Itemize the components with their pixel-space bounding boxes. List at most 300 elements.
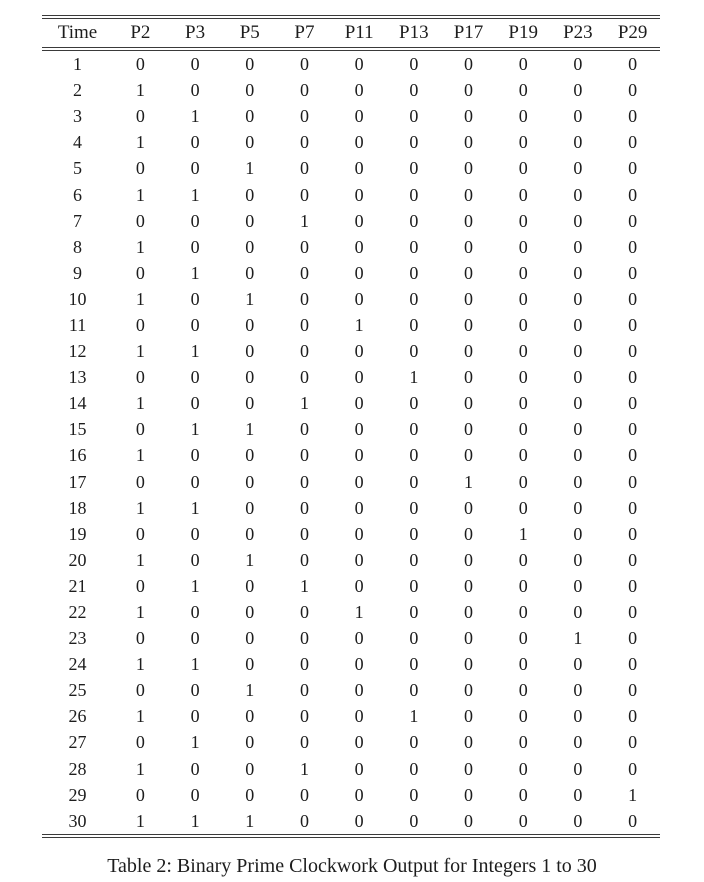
value-cell: 0 <box>245 132 255 153</box>
value-cell: 1 <box>190 497 200 518</box>
value-cell: 0 <box>190 210 200 231</box>
value-cell: 0 <box>245 393 255 414</box>
value-cell: 0 <box>135 471 145 492</box>
table-row <box>42 208 660 234</box>
value-cell: 0 <box>190 602 200 623</box>
table-row <box>42 729 660 755</box>
value-cell: 0 <box>573 236 583 257</box>
value-cell: 0 <box>573 654 583 675</box>
value-cell: 0 <box>299 471 309 492</box>
value-cell: 0 <box>464 758 474 779</box>
value-cell: 0 <box>464 288 474 309</box>
value-cell: 0 <box>573 784 583 805</box>
value-cell: 0 <box>245 497 255 518</box>
table-row <box>42 521 660 547</box>
value-cell: 0 <box>628 549 638 570</box>
value-cell: 0 <box>464 158 474 179</box>
value-cell: 0 <box>354 497 364 518</box>
value-cell: 1 <box>135 445 145 466</box>
value-cell: 1 <box>190 262 200 283</box>
value-cell: 0 <box>299 288 309 309</box>
value-cell: 0 <box>573 80 583 101</box>
value-cell: 1 <box>245 158 255 179</box>
table-row <box>42 677 660 703</box>
value-cell: 1 <box>135 497 145 518</box>
value-cell: 0 <box>245 210 255 231</box>
table-row <box>42 573 660 599</box>
value-cell: 0 <box>299 236 309 257</box>
table-row <box>42 155 660 181</box>
value-cell: 0 <box>135 367 145 388</box>
value-cell: 0 <box>464 132 474 153</box>
value-cell: 0 <box>518 210 528 231</box>
value-cell: 0 <box>464 523 474 544</box>
value-cell: 0 <box>409 210 419 231</box>
time-cell: 8 <box>73 236 83 257</box>
time-cell: 30 <box>42 808 113 836</box>
value-cell: 0 <box>464 54 474 75</box>
value-cell: 0 <box>628 341 638 362</box>
time-cell: 10 <box>68 288 87 309</box>
column-header: P23 <box>551 17 606 49</box>
value-cell: 0 <box>518 497 528 518</box>
value-cell: 0 <box>245 236 255 257</box>
time-cell: 7 <box>73 210 83 231</box>
value-cell: 0 <box>518 158 528 179</box>
value-cell: 0 <box>245 54 255 75</box>
time-cell: 29 <box>68 784 87 805</box>
value-cell: 0 <box>354 210 364 231</box>
value-cell: 0 <box>464 341 474 362</box>
value-cell: 1 <box>190 732 200 753</box>
value-cell: 0 <box>409 680 419 701</box>
value-cell: 0 <box>354 445 364 466</box>
value-cell: 0 <box>190 523 200 544</box>
value-cell: 0 <box>299 54 309 75</box>
value-cell: 0 <box>628 445 638 466</box>
value-cell: 1 <box>245 680 255 701</box>
table-row <box>42 808 660 836</box>
value-cell: 0 <box>299 497 309 518</box>
value-cell: 1 <box>299 758 309 779</box>
value-cell: 0 <box>354 575 364 596</box>
value-cell: 0 <box>245 758 255 779</box>
value-cell: 0 <box>299 80 309 101</box>
time-cell: 28 <box>68 758 87 779</box>
value-cell: 0 <box>245 602 255 623</box>
value-cell: 0 <box>518 784 528 805</box>
value-cell: 0 <box>409 445 419 466</box>
column-header: P2 <box>113 17 168 49</box>
value-cell: 0 <box>518 132 528 153</box>
value-cell: 0 <box>190 471 200 492</box>
value-cell: 0 <box>464 732 474 753</box>
value-cell: 0 <box>299 132 309 153</box>
value-cell: 0 <box>354 628 364 649</box>
value-cell: 0 <box>464 367 474 388</box>
time-cell: 23 <box>68 628 87 649</box>
value-cell: 0 <box>518 445 528 466</box>
value-cell: 0 <box>518 393 528 414</box>
value-cell: 0 <box>628 288 638 309</box>
value-cell: 0 <box>628 367 638 388</box>
value-cell: 0 <box>354 106 364 127</box>
value-cell: 0 <box>245 106 255 127</box>
value-cell: 0 <box>409 158 419 179</box>
table-row <box>42 49 660 77</box>
value-cell: 0 <box>299 628 309 649</box>
value-cell: 0 <box>135 419 145 440</box>
value-cell: 0 <box>573 680 583 701</box>
value-cell: 1 <box>135 758 145 779</box>
value-cell: 0 <box>409 523 419 544</box>
time-cell: 22 <box>68 602 87 623</box>
time-cell: 1 <box>73 54 83 75</box>
value-cell: 0 <box>409 471 419 492</box>
time-cell: 15 <box>68 419 87 440</box>
value-cell: 0 <box>628 262 638 283</box>
value-cell: 0 <box>573 288 583 309</box>
time-cell: 25 <box>68 680 87 701</box>
table-row <box>42 312 660 338</box>
value-cell: 0 <box>299 523 309 544</box>
time-cell: 13 <box>68 367 87 388</box>
value-cell: 0 <box>409 758 419 779</box>
value-cell: 0 <box>409 602 419 623</box>
value-cell: 0 <box>409 784 419 805</box>
value-cell: 0 <box>409 314 419 335</box>
value-cell: 0 <box>190 706 200 727</box>
value-cell: 0 <box>409 184 419 205</box>
time-cell: 27 <box>68 732 87 753</box>
value-cell: 0 <box>573 523 583 544</box>
value-cell: 0 <box>354 80 364 101</box>
column-header: P11 <box>332 17 387 49</box>
value-cell: 0 <box>354 158 364 179</box>
value-cell: 0 <box>628 732 638 753</box>
value-cell: 0 <box>628 106 638 127</box>
column-header: P7 <box>277 17 332 49</box>
value-cell: 0 <box>573 471 583 492</box>
value-cell: 0 <box>409 393 419 414</box>
value-cell: 1 <box>190 419 200 440</box>
value-cell: 0 <box>299 732 309 753</box>
value-cell: 0 <box>135 106 145 127</box>
value-cell: 1 <box>135 288 145 309</box>
value-cell: 1 <box>135 132 145 153</box>
value-cell: 0 <box>409 549 419 570</box>
value-cell: 0 <box>628 523 638 544</box>
value-cell: 0 <box>299 654 309 675</box>
value-cell: 0 <box>628 158 638 179</box>
table-row <box>42 181 660 207</box>
value-cell: 0 <box>628 210 638 231</box>
value-cell: 0 <box>190 758 200 779</box>
value-cell: 0 <box>573 732 583 753</box>
value-cell: 0 <box>135 628 145 649</box>
value-cell: 0 <box>464 654 474 675</box>
value-cell: 0 <box>245 367 255 388</box>
value-cell: 0 <box>628 628 638 649</box>
time-cell: 14 <box>68 393 87 414</box>
value-cell: 0 <box>628 706 638 727</box>
value-cell: 1 <box>464 471 474 492</box>
value-cell: 0 <box>464 314 474 335</box>
value-cell: 0 <box>573 184 583 205</box>
value-cell: 0 <box>409 132 419 153</box>
value-cell: 0 <box>573 262 583 283</box>
value-cell: 1 <box>354 314 364 335</box>
table-row <box>42 547 660 573</box>
value-cell: 0 <box>573 549 583 570</box>
value-cell: 0 <box>245 523 255 544</box>
value-cell: 0 <box>464 549 474 570</box>
value-cell: 0 <box>628 680 638 701</box>
table-body <box>42 49 660 836</box>
value-cell: 0 <box>245 784 255 805</box>
value-cell: 0 <box>190 80 200 101</box>
value-cell: 0 <box>464 210 474 231</box>
value-cell: 0 <box>354 236 364 257</box>
table-row <box>42 625 660 651</box>
value-cell: 0 <box>409 262 419 283</box>
value-cell: 0 <box>135 784 145 805</box>
table-row <box>42 364 660 390</box>
time-cell: 6 <box>73 184 83 205</box>
value-cell: 0 <box>245 341 255 362</box>
time-cell: 2 <box>73 80 83 101</box>
table-row <box>42 442 660 468</box>
value-cell: 0 <box>299 445 309 466</box>
value-cell: 0 <box>518 54 528 75</box>
value-cell: 1 <box>299 575 309 596</box>
value-cell: 0 <box>354 184 364 205</box>
table-caption: Table 2: Binary Prime Clockwork Output for Integers 1 to 30 <box>107 855 597 877</box>
value-cell: 0 <box>245 445 255 466</box>
value-cell: 0 <box>518 262 528 283</box>
value-cell: 0 <box>354 132 364 153</box>
value-cell: 0 <box>245 184 255 205</box>
time-cell: 9 <box>73 262 83 283</box>
value-cell: 0 <box>518 680 528 701</box>
value-cell: 0 <box>573 497 583 518</box>
value-cell: 0 <box>628 654 638 675</box>
value-cell: 0 <box>464 628 474 649</box>
value-cell: 0 <box>245 654 255 675</box>
value-cell: 0 <box>190 54 200 75</box>
time-cell: 11 <box>68 314 87 335</box>
value-cell: 0 <box>299 106 309 127</box>
value-cell: 0 <box>354 393 364 414</box>
column-header: P29 <box>605 17 660 49</box>
value-cell: 0 <box>299 184 309 205</box>
column-header: P3 <box>168 17 223 49</box>
value-cell: 0 <box>245 471 255 492</box>
value-cell: 0 <box>464 575 474 596</box>
value-cell: 0 <box>628 393 638 414</box>
value-cell: 0 <box>464 419 474 440</box>
value-cell: 0 <box>496 808 551 836</box>
value-cell: 0 <box>354 706 364 727</box>
time-cell: 16 <box>68 445 87 466</box>
value-cell: 0 <box>628 758 638 779</box>
value-cell: 0 <box>573 314 583 335</box>
time-cell: 26 <box>68 706 87 727</box>
value-cell: 0 <box>409 732 419 753</box>
value-cell: 0 <box>573 393 583 414</box>
value-cell: 0 <box>409 236 419 257</box>
value-cell: 0 <box>573 341 583 362</box>
value-cell: 0 <box>409 654 419 675</box>
value-cell: 0 <box>299 419 309 440</box>
time-cell: 5 <box>73 158 83 179</box>
value-cell: 0 <box>409 497 419 518</box>
value-cell: 0 <box>299 706 309 727</box>
value-cell: 0 <box>354 654 364 675</box>
value-cell: 0 <box>518 602 528 623</box>
value-cell: 0 <box>573 758 583 779</box>
value-cell: 0 <box>573 132 583 153</box>
value-cell: 0 <box>628 80 638 101</box>
table-row <box>42 651 660 677</box>
value-cell: 1 <box>190 575 200 596</box>
value-cell: 0 <box>299 262 309 283</box>
table-row <box>42 338 660 364</box>
table-row <box>42 286 660 312</box>
value-cell: 0 <box>464 680 474 701</box>
value-cell: 0 <box>573 54 583 75</box>
value-cell: 0 <box>135 523 145 544</box>
value-cell: 1 <box>573 628 583 649</box>
value-cell: 0 <box>245 314 255 335</box>
value-cell: 1 <box>299 210 309 231</box>
value-cell: 0 <box>518 236 528 257</box>
value-cell: 0 <box>135 732 145 753</box>
value-cell: 0 <box>409 106 419 127</box>
value-cell: 1 <box>168 808 223 836</box>
value-cell: 0 <box>628 575 638 596</box>
table-row <box>42 390 660 416</box>
value-cell: 0 <box>299 158 309 179</box>
time-cell: 18 <box>68 497 87 518</box>
time-cell: 24 <box>68 654 87 675</box>
table-row <box>42 756 660 782</box>
table-row <box>42 782 660 808</box>
value-cell: 1 <box>190 341 200 362</box>
value-cell: 0 <box>135 575 145 596</box>
value-cell: 0 <box>245 262 255 283</box>
value-cell: 0 <box>354 341 364 362</box>
value-cell: 0 <box>464 236 474 257</box>
value-cell: 1 <box>190 654 200 675</box>
value-cell: 1 <box>135 80 145 101</box>
table-row <box>42 103 660 129</box>
value-cell: 1 <box>135 341 145 362</box>
value-cell: 0 <box>354 549 364 570</box>
time-cell: 19 <box>68 523 87 544</box>
value-cell: 0 <box>245 628 255 649</box>
value-cell: 0 <box>190 314 200 335</box>
value-cell: 1 <box>245 549 255 570</box>
value-cell: 0 <box>277 808 332 836</box>
value-cell: 0 <box>354 367 364 388</box>
value-cell: 0 <box>299 341 309 362</box>
value-cell: 0 <box>573 106 583 127</box>
value-cell: 0 <box>573 210 583 231</box>
value-cell: 0 <box>354 54 364 75</box>
value-cell: 0 <box>135 680 145 701</box>
table-row <box>42 234 660 260</box>
value-cell: 0 <box>190 236 200 257</box>
value-cell: 0 <box>190 784 200 805</box>
value-cell: 0 <box>573 419 583 440</box>
value-cell: 0 <box>573 158 583 179</box>
value-cell: 1 <box>135 393 145 414</box>
table-row <box>42 260 660 286</box>
value-cell: 0 <box>245 732 255 753</box>
table-row <box>42 703 660 729</box>
value-cell: 0 <box>573 575 583 596</box>
value-cell: 0 <box>518 706 528 727</box>
value-cell: 0 <box>628 184 638 205</box>
value-cell: 1 <box>354 602 364 623</box>
value-cell: 0 <box>518 758 528 779</box>
time-cell: 20 <box>68 549 87 570</box>
value-cell: 0 <box>190 367 200 388</box>
value-cell: 1 <box>299 393 309 414</box>
value-cell: 1 <box>628 784 638 805</box>
value-cell: 0 <box>190 393 200 414</box>
value-cell: 0 <box>299 549 309 570</box>
column-header: P19 <box>496 17 551 49</box>
value-cell: 1 <box>135 549 145 570</box>
value-cell: 0 <box>518 80 528 101</box>
column-header: P5 <box>222 17 277 49</box>
value-cell: 0 <box>190 628 200 649</box>
value-cell: 1 <box>190 184 200 205</box>
value-cell: 1 <box>135 236 145 257</box>
value-cell: 0 <box>573 602 583 623</box>
value-cell: 0 <box>387 808 442 836</box>
table-row <box>42 469 660 495</box>
value-cell: 0 <box>190 445 200 466</box>
value-cell: 0 <box>518 549 528 570</box>
value-cell: 0 <box>190 549 200 570</box>
value-cell: 0 <box>354 680 364 701</box>
value-cell: 0 <box>135 54 145 75</box>
value-cell: 0 <box>464 184 474 205</box>
value-cell: 0 <box>245 575 255 596</box>
table-header <box>42 17 660 49</box>
column-header: P13 <box>387 17 442 49</box>
column-header: Time <box>42 17 113 49</box>
value-cell: 1 <box>135 706 145 727</box>
value-cell: 0 <box>628 132 638 153</box>
value-cell: 0 <box>518 654 528 675</box>
value-cell: 1 <box>245 419 255 440</box>
value-cell: 0 <box>464 445 474 466</box>
value-cell: 0 <box>354 419 364 440</box>
value-cell: 0 <box>573 445 583 466</box>
value-cell: 0 <box>135 158 145 179</box>
value-cell: 0 <box>605 808 660 836</box>
value-cell: 0 <box>628 314 638 335</box>
value-cell: 0 <box>409 288 419 309</box>
value-cell: 0 <box>409 80 419 101</box>
time-cell: 12 <box>68 341 87 362</box>
value-cell: 0 <box>332 808 387 836</box>
value-cell: 0 <box>464 784 474 805</box>
